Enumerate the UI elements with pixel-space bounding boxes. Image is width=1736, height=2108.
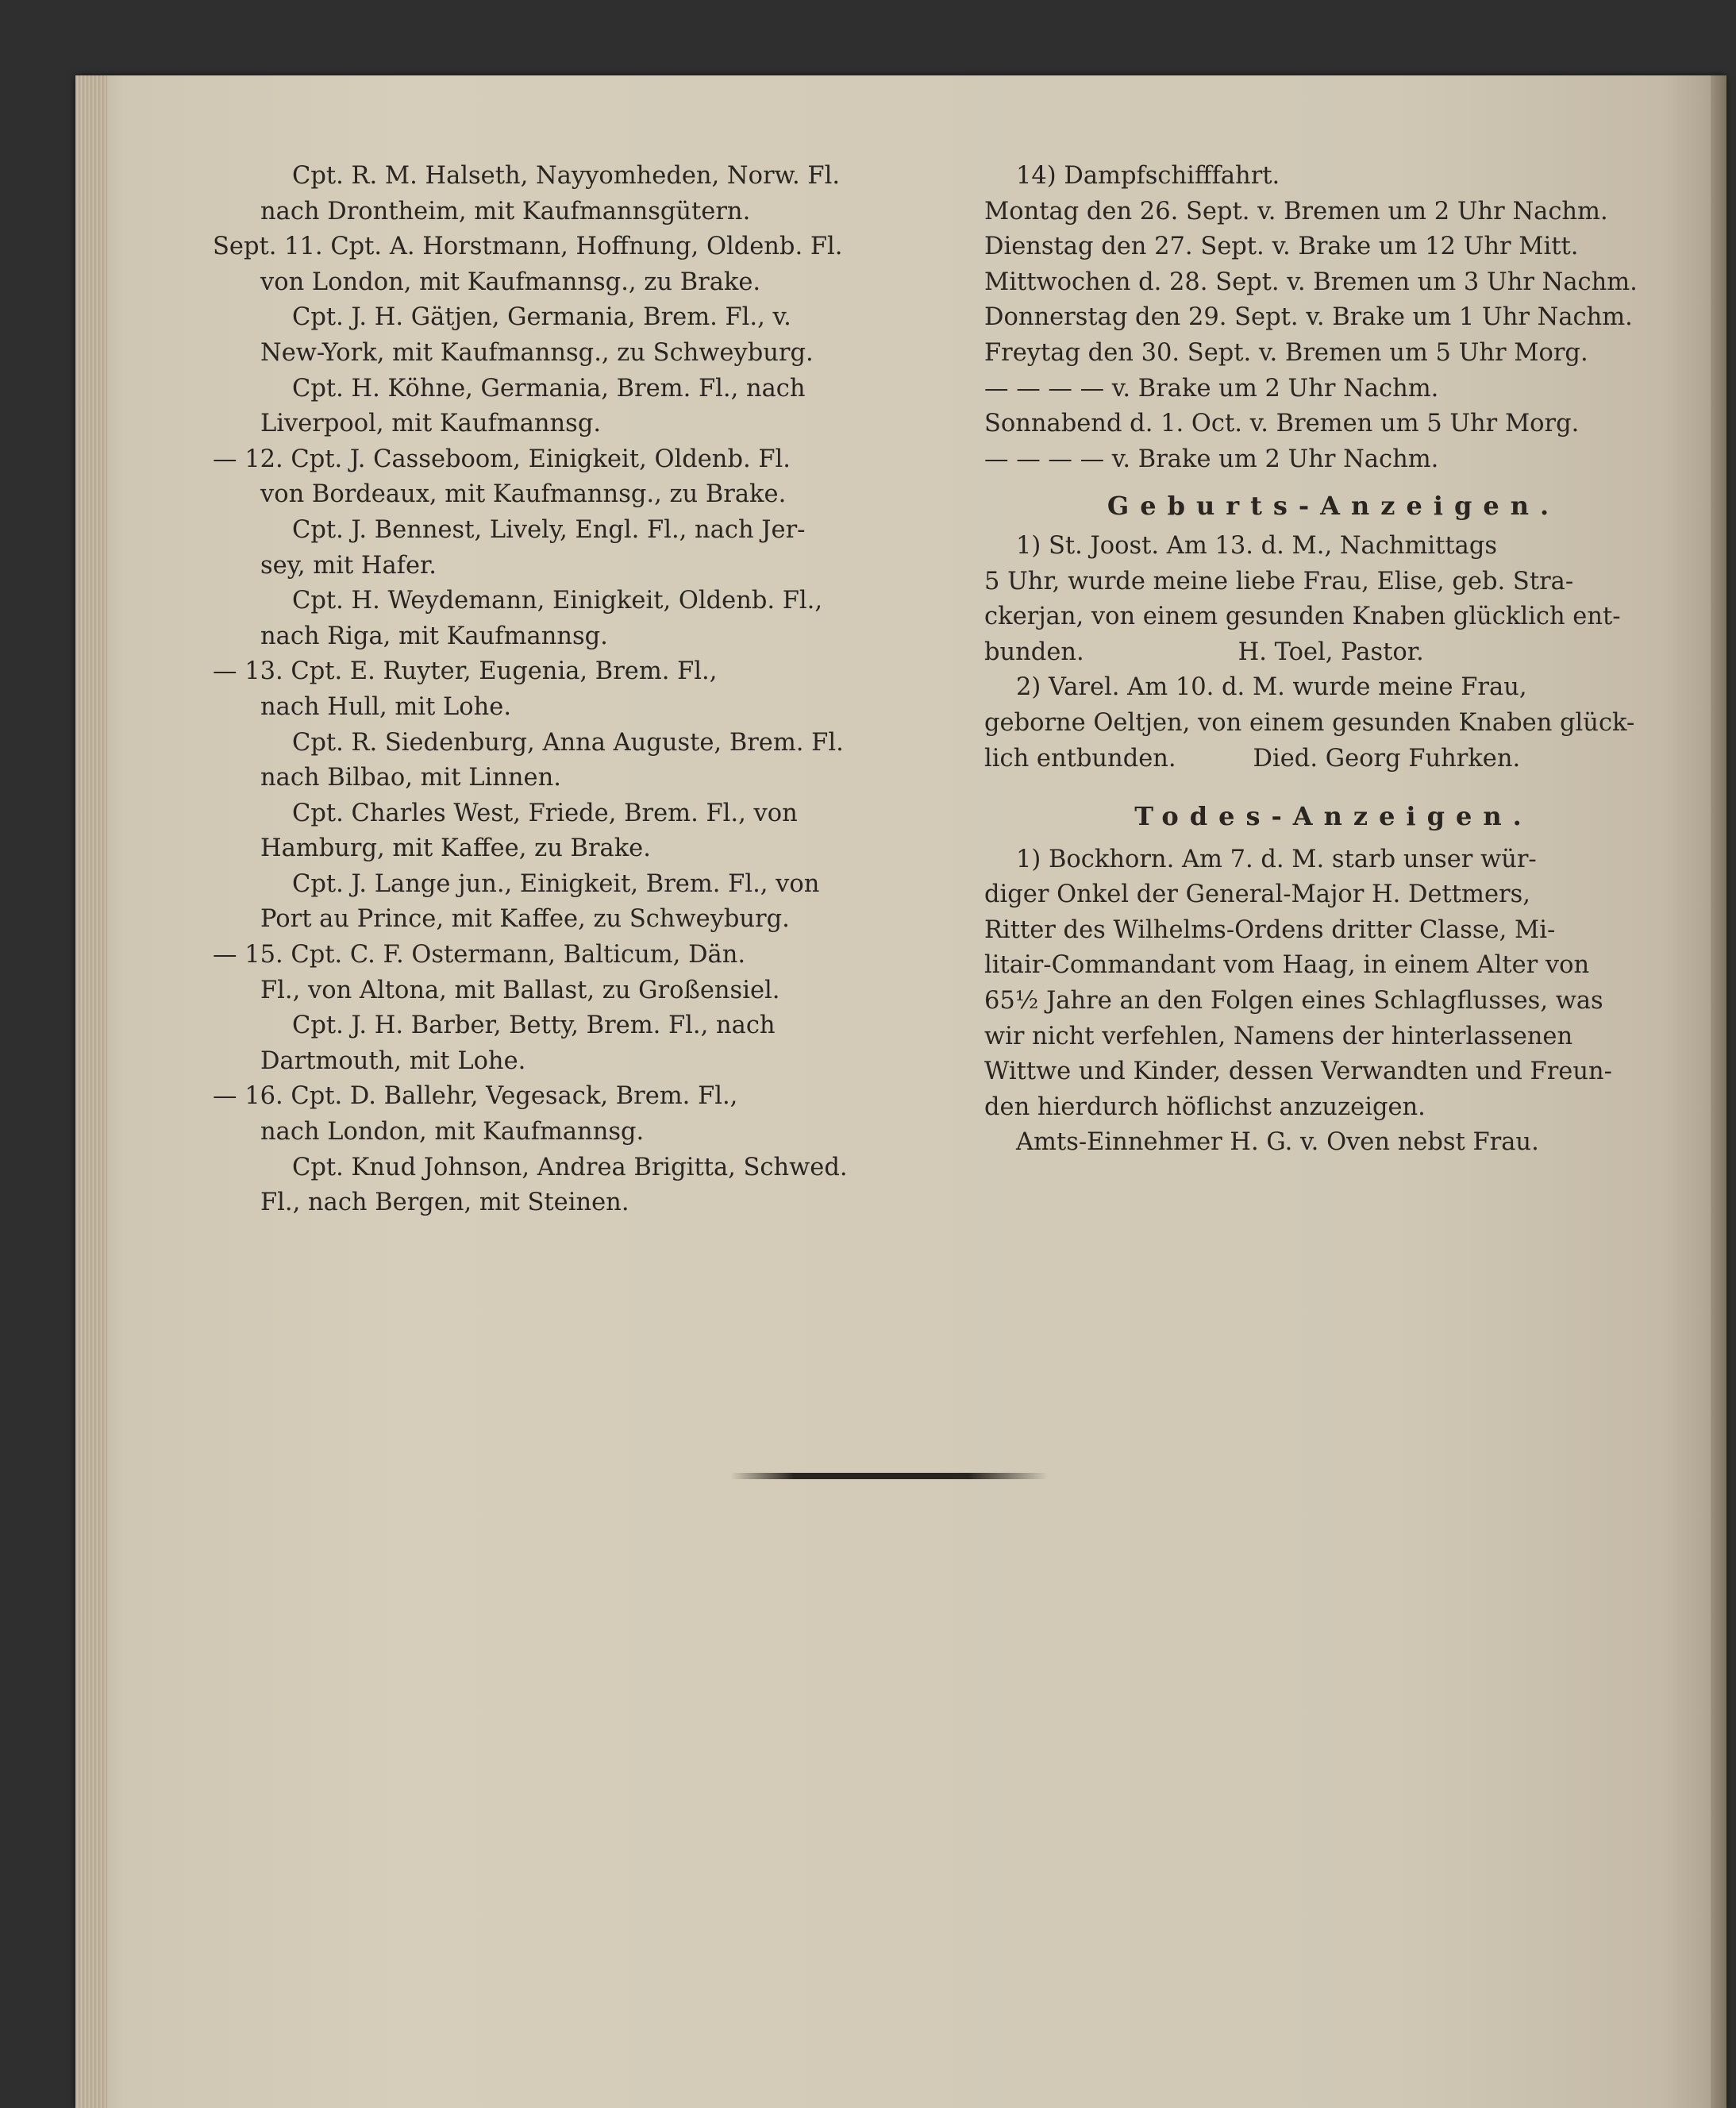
births-heading: Geburts-Anzeigen. [1107, 491, 1561, 522]
steamship-line: Freytag den 30. Sept. v. Bremen um 5 Uhr Morg. [984, 338, 1588, 367]
steamship-line: Sonnabend d. 1. Oct. v. Bremen um 5 Uhr Morg. [984, 410, 1580, 438]
ship-entry-line: nach Bilbao, mit Linnen. [260, 764, 561, 792]
ship-entry-line: Fl., von Altona, mit Ballast, zu Großensiel. [260, 976, 780, 1004]
birth-line: bunden. H. Toel, Pastor. [984, 638, 1424, 666]
death-line: Ritter des Wilhelms-Ordens dritter Classe, Mi- [984, 915, 1556, 944]
birth-line: 2) Varel. Am 10. d. M. wurde meine Frau, [1016, 673, 1527, 702]
death-line: litair-Commandant vom Haag, in einem Alter von [984, 951, 1590, 980]
steamship-line: — — — — v. Brake um 2 Uhr Nachm. [984, 445, 1439, 473]
binding-gutter [1711, 75, 1726, 2108]
left-column [213, 159, 959, 1221]
right-column [984, 159, 1683, 1161]
ship-entry-line: Cpt. J. Bennest, Lively, Engl. Fl., nach Jer- [292, 515, 806, 544]
ship-entry-line: New-York, mit Kaufmannsg., zu Schweyburg. [260, 338, 814, 367]
birth-line: lich entbunden. Died. Georg Fuhrken. [984, 744, 1521, 773]
ship-entry-line: Dartmouth, mit Lohe. [260, 1046, 526, 1075]
steamship-line: Donnerstag den 29. Sept. v. Brake um 1 Uhr Nachm. [984, 303, 1633, 332]
page-edge-stack [75, 75, 107, 2108]
ship-entry-line: Hamburg, mit Kaffee, zu Brake. [260, 834, 651, 863]
deaths-heading: Todes-Anzeigen. [1134, 801, 1533, 832]
birth-line: ckerjan, von einem gesunden Knaben glücklich ent- [984, 603, 1621, 631]
birth-line: geborne Oeltjen, von einem gesunden Knaben glück- [984, 708, 1635, 737]
steamship-heading: 14) Dampfschifffahrt. [1016, 162, 1280, 190]
birth-line: 1) St. Joost. Am 13. d. M., Nachmittags [1016, 531, 1498, 560]
section-rule [730, 1473, 1048, 1479]
ship-entry-line: — 13. Cpt. E. Ruyter, Eugenia, Brem. Fl., [213, 657, 718, 686]
steamship-line: — — — — v. Brake um 2 Uhr Nachm. [984, 374, 1439, 403]
steamship-line: Dienstag den 27. Sept. v. Brake um 12 Uhr Mitt. [984, 233, 1579, 261]
steamship-line: Mittwochen d. 28. Sept. v. Bremen um 3 Uhr Nachm. [984, 268, 1638, 296]
ship-entry-line: Cpt. R. Siedenburg, Anna Auguste, Brem. Fl. [292, 728, 844, 757]
ship-entry-line: — 15. Cpt. C. F. Ostermann, Balticum, Dän. [213, 941, 746, 969]
death-line: 65½ Jahre an den Folgen eines Schlagflusses, was [984, 987, 1603, 1015]
ship-entry-line: nach Riga, mit Kaufmannsg. [260, 622, 608, 650]
death-line: wir nicht verfehlen, Namens der hinterlassenen [984, 1022, 1573, 1050]
ship-entry-line: Cpt. H. Weydemann, Einigkeit, Oldenb. Fl., [292, 587, 823, 615]
ship-entry-line: Cpt. Charles West, Friede, Brem. Fl., von [292, 799, 798, 827]
ship-entry-line: von Bordeaux, mit Kaufmannsg., zu Brake. [260, 480, 787, 509]
death-line: den hierdurch höflichst anzuzeigen. [984, 1093, 1426, 1121]
ship-entry-line: Cpt. J. Lange jun., Einigkeit, Brem. Fl., von [292, 869, 820, 898]
death-line: 1) Bockhorn. Am 7. d. M. starb unser wür- [1016, 845, 1537, 873]
death-line: diger Onkel der General-Major H. Dettmers, [984, 881, 1530, 909]
ship-entry-line: nach Hull, mit Lohe. [260, 692, 512, 721]
ship-entry-line: Port au Prince, mit Kaffee, zu Schweyburg. [260, 905, 790, 934]
ship-entry-line: Fl., nach Bergen, mit Steinen. [260, 1189, 629, 1217]
ship-entry-line: von London, mit Kaufmannsg., zu Brake. [260, 268, 761, 296]
ship-entry-line: Cpt. R. M. Halseth, Nayyomheden, Norw. Fl. [292, 162, 841, 190]
ship-entry-line: Cpt. J. H. Barber, Betty, Brem. Fl., nach [292, 1012, 776, 1040]
ship-entry-line: Sept. 11. Cpt. A. Horstmann, Hoffnung, Oldenb. Fl. [213, 233, 843, 261]
ship-entry-line: Liverpool, mit Kaufmannsg. [260, 410, 602, 438]
death-line: Wittwe und Kinder, dessen Verwandten und Freun- [984, 1058, 1612, 1086]
ship-entry-line: Cpt. J. H. Gätjen, Germania, Brem. Fl., v. [292, 303, 791, 332]
death-signature: Amts-Einnehmer H. G. v. Oven nebst Frau. [1016, 1128, 1539, 1157]
ship-entry-line: — 16. Cpt. D. Ballehr, Vegesack, Brem. Fl., [213, 1082, 738, 1111]
ship-entry-line: Cpt. Knud Johnson, Andrea Brigitta, Schwed. [292, 1153, 848, 1181]
ship-entry-line: nach London, mit Kaufmannsg. [260, 1118, 645, 1146]
ship-entry-line: sey, mit Hafer. [260, 551, 437, 580]
ship-entry-line: nach Drontheim, mit Kaufmannsgütern. [260, 197, 751, 225]
ship-entry-line: Cpt. H. Köhne, Germania, Brem. Fl., nach [292, 374, 806, 403]
ship-entry-line: — 12. Cpt. J. Casseboom, Einigkeit, Oldenb. Fl. [213, 445, 791, 473]
birth-line: 5 Uhr, wurde meine liebe Frau, Elise, geb. Stra- [984, 567, 1574, 595]
steamship-line: Montag den 26. Sept. v. Bremen um 2 Uhr Nachm. [984, 197, 1608, 225]
